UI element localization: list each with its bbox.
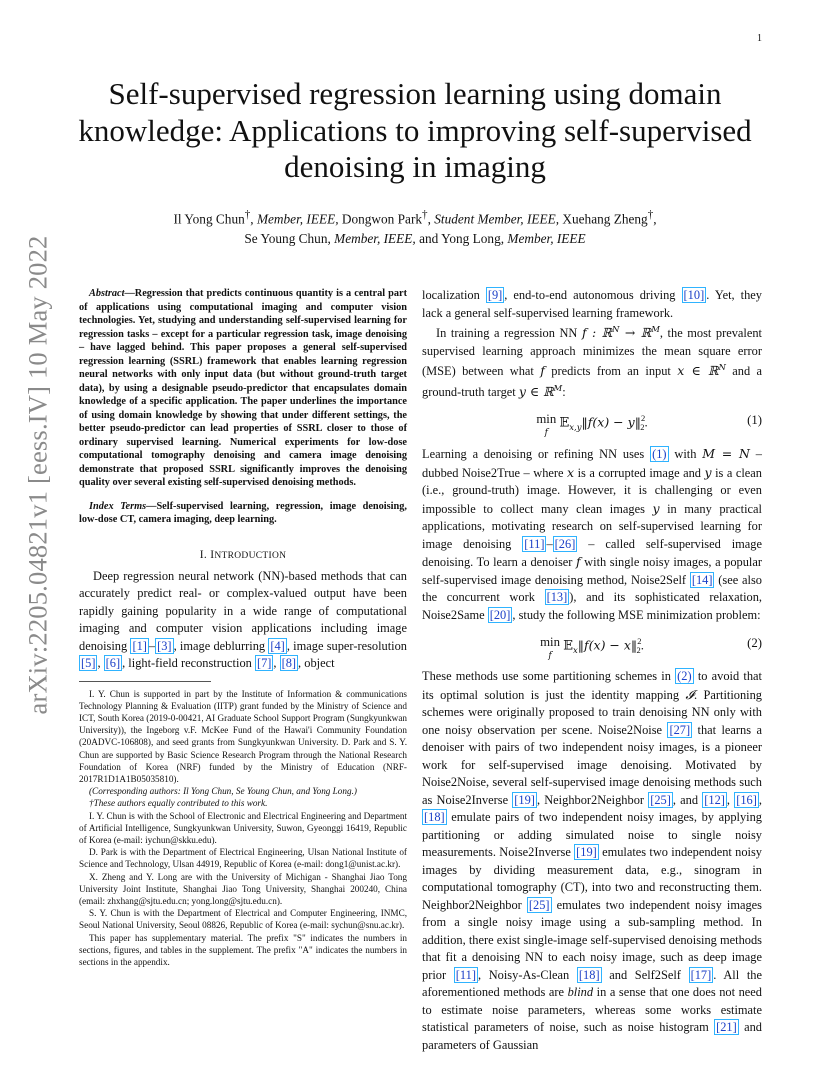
author-line-1: Il Yong Chun†, Member, IEEE, Dongwon Park†, Student Member, IEEE, Xuehang Zheng†, — [173, 209, 657, 227]
arxiv-stamp-text: arXiv:2205.04821v1 [eess.IV] 10 May 2022 — [22, 235, 53, 715]
citation-link[interactable]: [13] — [546, 590, 568, 605]
citation-link[interactable]: [19] — [576, 845, 597, 860]
citation-link[interactable]: [26] — [554, 536, 576, 551]
citation-link[interactable]: [9] — [487, 288, 503, 302]
equation-1 — [422, 407, 762, 441]
citation-link[interactable]: [18] — [424, 810, 445, 825]
citation-link[interactable]: [19] — [514, 792, 535, 807]
section-heading-introduction: I. INTRODUCTION — [199, 548, 287, 561]
equation-2 — [422, 630, 762, 664]
citation-link[interactable]: [27] — [669, 722, 691, 737]
footnote-equal-contribution: †These authors equally contributed to this work. — [89, 798, 268, 809]
left-column — [79, 287, 407, 968]
abstract — [79, 287, 407, 490]
equation-reference[interactable]: (2) — [677, 669, 692, 684]
arxiv-stamp[interactable] — [18, 235, 58, 715]
equation-2-number: (2) — [747, 636, 762, 651]
citation-link[interactable]: [7] — [256, 656, 272, 670]
abstract-label: Abstract — [89, 288, 125, 299]
abstract-text: —Regression that predicts continuous quantity is a central part of applications using computational imaging and computer vision technologies. Yet, studying and understanding self-supervised learning for regression tasks – except for a particular regression task, image denoising – have lagged behind. This paper proposes a general self-supervised regression learning (SSRL) framework that enables learning regression neural networks with only input data (but without ground-truth target data), by using a designable pseudo-predictor that encapsulates domain knowledge of a specific application. The paper underlines the importance of using domain knowledge by showing that under different settings, the better pseudo-predictor can lead properties of SSRL closer to those of ordinary supervised learning. Numerical experiments for low-dose computational tomography denoising and camera image denoising demonstrate that proposed SSRL significantly improves the denoising quality over several existing self-supervised denoising methods. — [79, 288, 407, 488]
citation-link[interactable]: [8] — [281, 656, 297, 670]
equation-2-body: min f 𝔼$_x$‖f(x) − x‖$^2_2$. — [540, 635, 644, 662]
footnote-affiliation-sy-chun: S. Y. Chun is with the Department of Electrical and Computer Engineering, INMC, Seoul National University, Seoul 08826, Republic of Korea (e-mail: sychun@snu.ac.kr). — [79, 908, 407, 931]
paragraph-regression-training: In training a regression NN f : ℝ$^N$ → ℝ$^M$, the most prevalent supervised learning approach minimizes the mean square error (MSE) between what f predicts from an input x ∈ ℝ$^N$ and a ground-truth target y ∈ ℝ$^M$: — [422, 325, 763, 399]
citation-link[interactable]: [5] — [81, 656, 96, 670]
footnote-supplementary: This paper has supplementary material. The prefix "S" indicates the numbers in sections, figures, and tables in the supplement. The prefix "A" indicates the numbers in sections in the appendix. — [79, 932, 407, 967]
footnote-affiliation-chun: I. Y. Chun is with the School of Electronic and Electrical Engineering and Department of Artificial Intelligence, Sungkyunkwan University, Suwon, Gyeonggi 16419, Republic of Korea (e-mail: iychun@skku.edu). — [79, 810, 407, 845]
citation-link[interactable]: [1] — [132, 638, 147, 653]
paragraph-localization: localization [9] , end-to-end autonomous driving [10] . Yet, they lack a general self-supervised learning framework. — [422, 288, 762, 320]
equation-1-body: min f 𝔼$_{x,y}$‖f(x) − y‖$^2_2$. — [536, 412, 648, 439]
citation-link[interactable]: [17] — [690, 967, 712, 982]
right-column — [422, 287, 762, 1054]
equation-1-number: (1) — [747, 413, 762, 428]
intro-paragraph: Deep regression neural network (NN)-based methods that can accurately predict real- or complex-valued output have been rapidly gaining popularity in a wide range of computational imaging and computer vision applications including image denoising [1] – [3] , image deblurring [4] , image super-resolution [5] , [6] , light-field reconstruction [7] , [8] , object — [79, 568, 407, 670]
index-terms-label: Index Terms — [89, 500, 147, 512]
citation-link[interactable]: [11] — [524, 536, 545, 551]
index-terms — [79, 500, 407, 527]
footnote-affiliation-zheng-long: X. Zheng and Y. Long are with the University of Michigan - Shanghai Jiao Tong University Joint Institute, Shanghai Jiao Tong University, Shanghai 200240, China (email: zhxhang@sjtu.edu.cn; yong.long@sjtu.edu.cn). — [79, 871, 407, 906]
paragraph-denoising-background: Learning a denoising or refining NN uses (1) with M = N – dubbed Noise2True – where x is a corrupted image and y is a clean (i.e., ground-truth) image. However, it is challenging or even impossible to collect many clean images y in many practical applications, motivating research on self-supervised learning for image denoising [11] – [26] – called self-supervised image denoising. To learn a denoiser f with single noisy images, a popular self-supervised image denoising method, Noise2Self [14] (see also the concurrent work [13] ), and its sophisticated relaxation, Noise2Same [20] , study the following MSE minimization problem: — [422, 446, 763, 622]
author-line-2: Se Young Chun, Member, IEEE, and Yong Long, Member, IEEE — [244, 231, 586, 247]
index-terms-text: —Self-supervised learning, regression, image denoising, low-dose CT, camera imaging, deep learning. — [79, 500, 407, 525]
paper-title: Self-supervised regression learning using domain knowledge: Applications to improving self-supervised denoising in imaging — [78, 76, 752, 184]
footnote-funding: I. Y. Chun is supported in part by the Institute of Information & communications Technology Planning & Evaluation (IITP) grant funded by the Ministry of Science and ICT, South Korea (2019-0-00421, AI Graduate School Support Program (Sungkyunkwan University)), the Ingeborg v.F. McKee Fund of the Hawai'i Community Foundation (20ADVC-106808), and seed grants from Sungkyunkwan University. D. Park and S. Y. Chun are supported by Basic Science Research Program through the National Research Foundation of Korea (NRF) funded by the Ministry of Education (NRF-2017R1D1A1B05035810). — [79, 688, 407, 784]
citation-link[interactable]: [25] — [528, 897, 550, 912]
citation-link[interactable]: [10] — [683, 288, 705, 302]
citation-link[interactable]: [16] — [736, 792, 757, 807]
citation-link[interactable]: [21] — [716, 1020, 737, 1035]
paragraph-partitioning-methods: These methods use some partitioning schemes in (2) to avoid that its optimal solution is just the identity mapping 𝓘. Partitioning schemes were originally proposed to train denoising NN only with one noisy observation per scene. Noise2Noise [27] that learns a denoiser with pairs of two independent noisy images, is a pioneer work for self-supervised image denoising. Motivated by Noise2Noise, several self-supervised image denoising methods such as Noise2Inverse [19] , Neighbor2Neighbor [25] , and [12] , [16] , [18] emulate pairs of two independent noisy images, by applying partitioning or adding simulated noise to single noisy measurements. Noise2Inverse [19] emulates two independent noisy images by dividing measurement data, e.g., sinogram in computational tomography (CT), into two and reconstructing them. Neighbor2Neighbor [25] emulates two independent noisy images from a single noisy image using a sub-sampling method. In addition, there exist single-image self-supervised denoising methods that fit a denoising NN to each noisy image, such as deep image prior [11] , Noisy-As-Clean [18] and Self2Self [17] . All the aforementioned methods are blind in a sense that one does not need to estimate noise parameters, whereas some works estimate statistical parameters of noise, such as noise histogram [21] and parameters of Gaussian — [422, 669, 763, 1052]
footnotes — [79, 688, 407, 969]
equation-reference[interactable]: (1) — [652, 447, 667, 462]
footnote-corresponding: (Corresponding authors: Il Yong Chun, Se Young Chun, and Yong Long.) — [89, 786, 357, 797]
footnote-affiliation-park: D. Park is with the Department of Electrical Engineering, Ulsan National Institute of Science and Technology, Ulsan 44919, Republic of Korea (e-mail: dong1@unist.ac.kr). — [79, 847, 407, 870]
citation-link[interactable]: [3] — [157, 638, 172, 653]
author-list — [90, 205, 740, 249]
page-number: 1 — [757, 33, 762, 44]
citation-link[interactable]: [11] — [455, 967, 476, 982]
footnote-rule — [79, 681, 211, 682]
citation-link[interactable]: [12] — [704, 792, 725, 807]
citation-link[interactable]: [20] — [489, 607, 511, 622]
citation-link[interactable]: [18] — [578, 967, 600, 982]
citation-link[interactable]: [4] — [270, 638, 285, 653]
citation-link[interactable]: [6] — [105, 656, 121, 670]
citation-link[interactable]: [14] — [691, 572, 713, 587]
citation-link[interactable]: [25] — [650, 792, 671, 807]
